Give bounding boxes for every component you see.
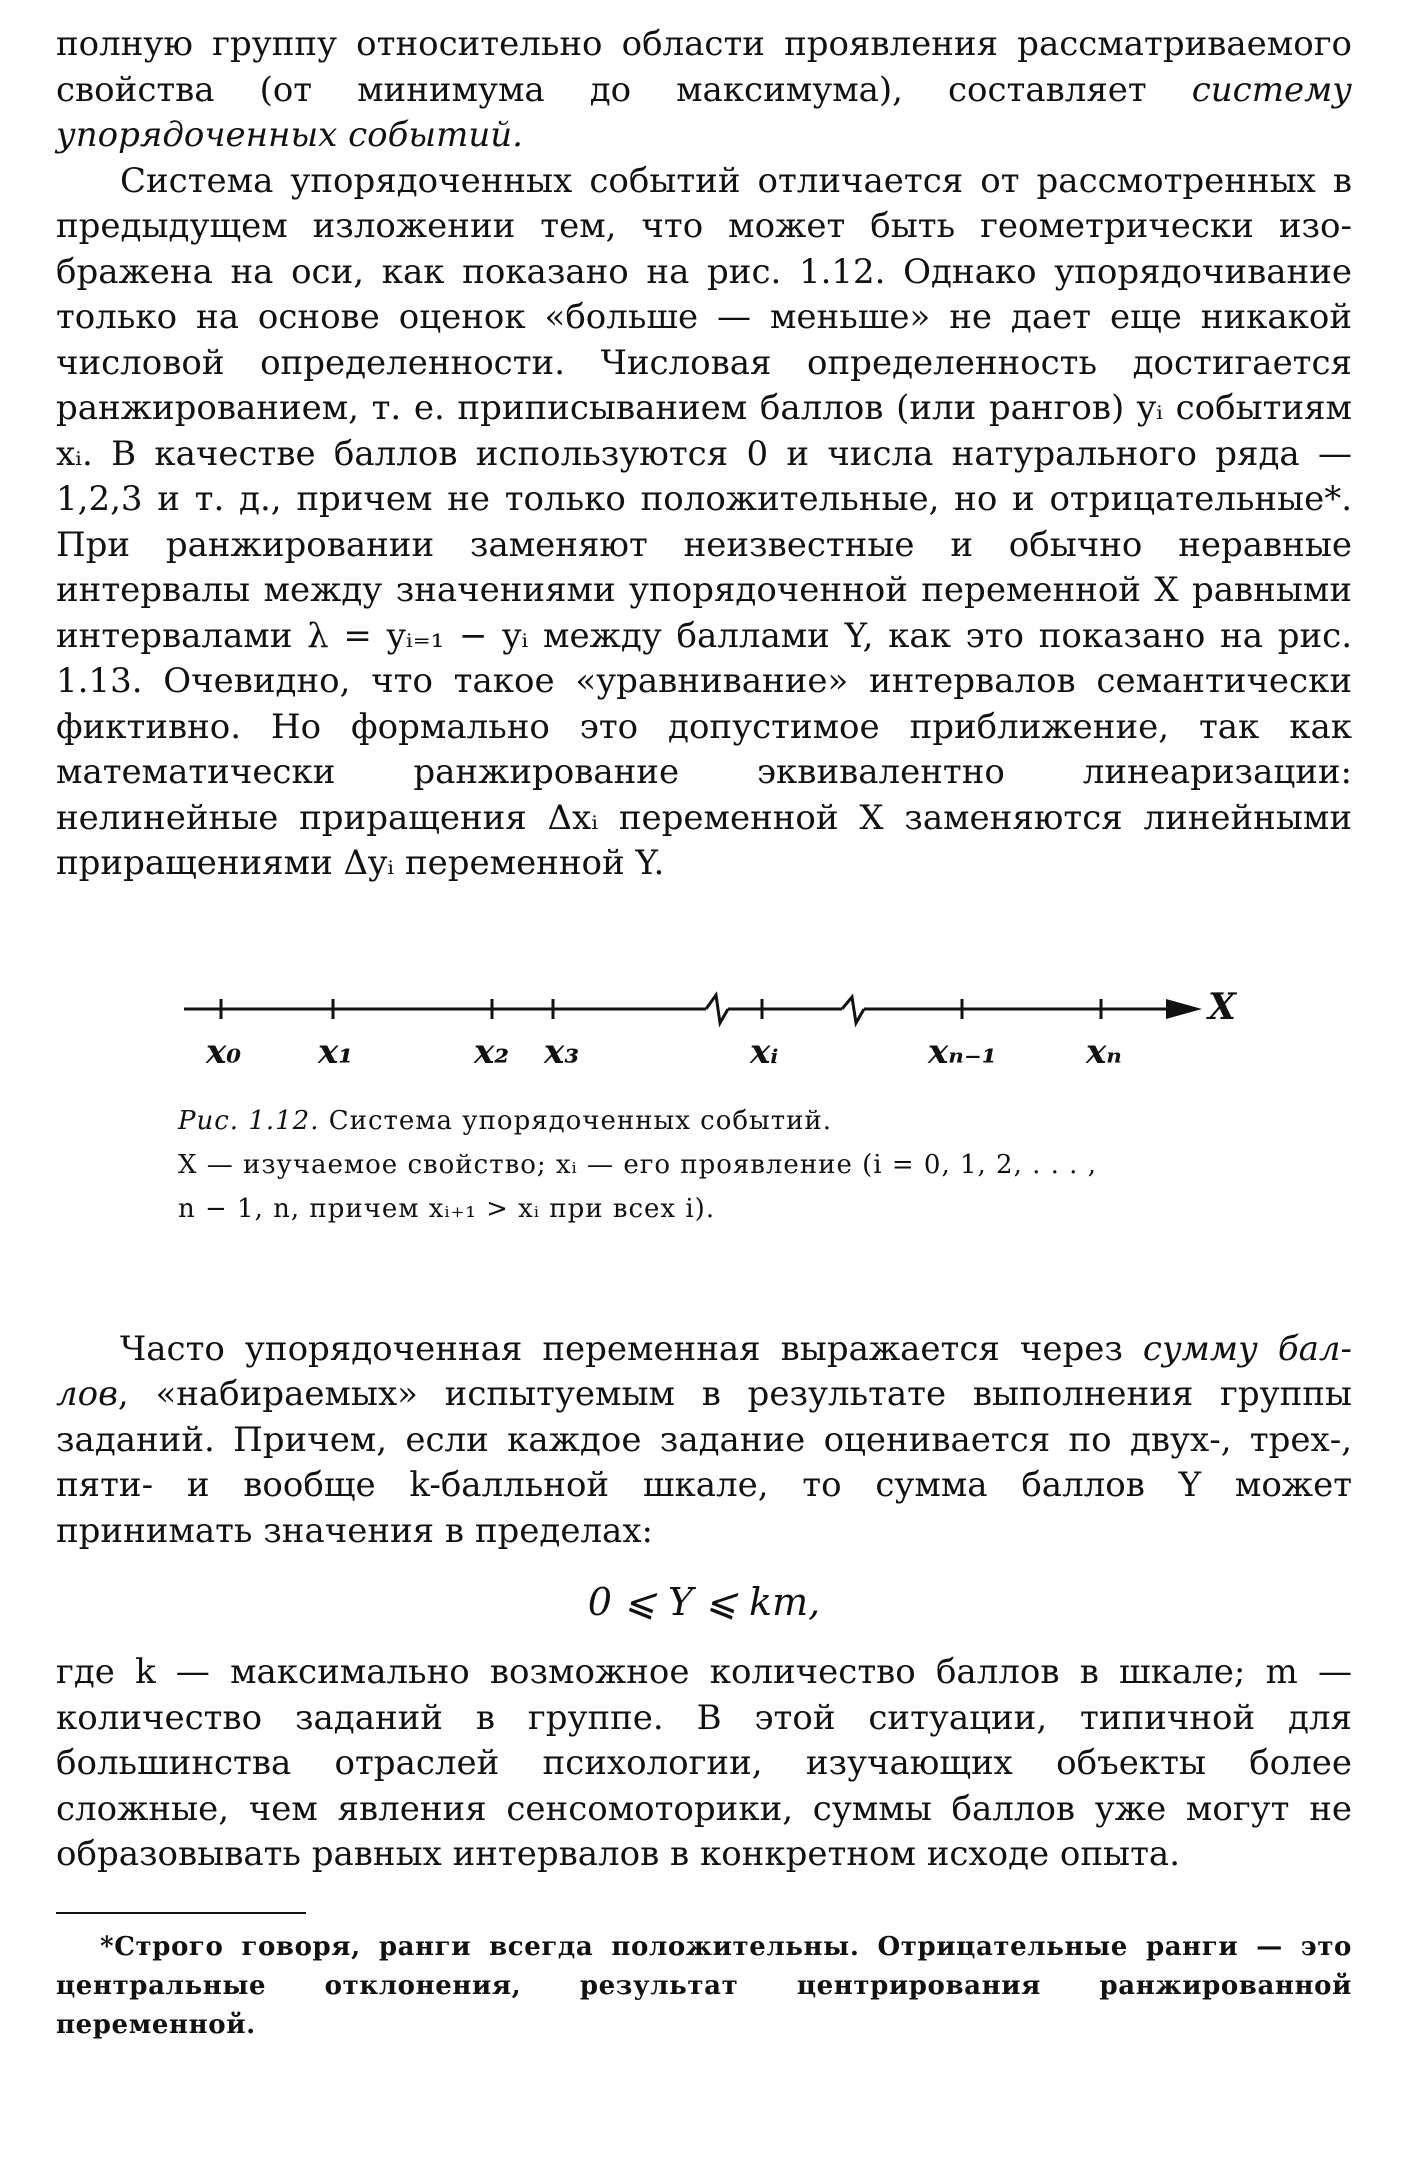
figure-caption <box>56 1099 1401 1231</box>
paragraph-3-text-a: Часто упорядоченная переменная выражается через <box>120 1328 1143 1369</box>
caption-line-2: X — изучаемое свойство; xᵢ — его проявление (i = 0, 1, 2, . . . , <box>178 1149 1097 1180</box>
tick-label-x3: x₃ <box>544 1031 580 1072</box>
tick-label-x2: x₂ <box>474 1031 510 1072</box>
caption-line-3: n − 1, n, причем xᵢ₊₁ > xᵢ при всех i). <box>178 1193 716 1224</box>
axis-break-1 <box>706 995 728 1023</box>
footnote-rule <box>56 1912 306 1914</box>
caption-prefix: Рис. 1.12. <box>178 1105 320 1136</box>
tick-label-x1: x₁ <box>318 1031 354 1072</box>
paragraph-2: Система упорядоченных событий отличается от рассмотренных в предыдущем изложении тем, что может быть геометрически изображена на оси, как показано на рис. 1.12. Однако упорядочивание только на основе оценок «больше — меньше» не дает еще никакой числовой определенности. Числовая определенность достигается ранжированием, т. е. приписыванием баллов (или рангов) yᵢ событиям xᵢ. В качестве баллов используются 0 и числа натурального ряда — 1,2,3 и т. д., причем не только положительные, но и отрицательные*. При ранжировании заменяют неизвестные и обычно неравные интервалы между значениями упорядоченной переменной X равными интервалами λ = yᵢ₌₁ − yᵢ между баллами Y, как это показано на рис. 1.13. Очевидно, что такое «уравнивание» интервалов семантически фиктивно. Но формально это допустимое приближение, так как математически ранжирование эквивалентно линеаризации: нелинейные приращения Δxᵢ переменной X заменяются линейными приращениями Δyᵢ переменной Y. <box>56 160 1352 883</box>
caption-line-1 <box>178 1099 1401 1143</box>
paragraph-3 <box>56 1327 1352 1555</box>
paragraph-3-emphasis: сумму баллов <box>56 1328 1352 1414</box>
page <box>56 22 1352 2071</box>
formula-score-range: 0 ⩽ Y ⩽ km, <box>587 1580 821 1624</box>
axis-arrowhead <box>1166 999 1202 1019</box>
paragraph-4: где k — максимально возможное количество баллов в шкале; m — количество заданий в группе. В этой ситуации, типичной для большинства отраслей психологии, изучающих объекты более сложные, чем явления сенсомоторики, суммы баллов уже могут не образовывать равных интервалов в конкретном исходе опыта. <box>56 1652 1352 1874</box>
tick-label-xn: xₙ <box>1086 1031 1122 1072</box>
tick-label-xi: xᵢ <box>750 1031 779 1072</box>
paragraph-1-text: полную группу относительно области проявления рассматриваемого свойства (от минимума до максимума), составляет <box>56 24 1352 110</box>
paragraph-1 <box>56 22 1352 159</box>
tick-label-x0: x₀ <box>206 1031 242 1072</box>
axis-break-2 <box>842 997 864 1023</box>
tick-label-xn-1: xₙ₋₁ <box>928 1031 997 1072</box>
footnote: *Строго говоря, ранги всегда положительны. Отрицательные ранги — это центральные отклонения, результат центрирования ранжированной переменной. <box>56 1931 1352 2040</box>
paragraph-3-text-b: , «набираемых» испытуемым в результате выполнения группы заданий. Причем, если каждое задание оценивается по двух-, трех-, пяти- и вообще k-балльной шкале, то сумма баллов Y может принимать значения в пределах: <box>56 1374 1352 1551</box>
figure-1-12 <box>56 967 1352 1257</box>
ordered-events-axis <box>56 967 1352 1087</box>
caption-title: Система упорядоченных событий. <box>328 1105 833 1136</box>
paragraph-1-emphasis: систему упорядоченных событий. <box>56 69 1352 155</box>
axis-label: X <box>1208 985 1236 1028</box>
